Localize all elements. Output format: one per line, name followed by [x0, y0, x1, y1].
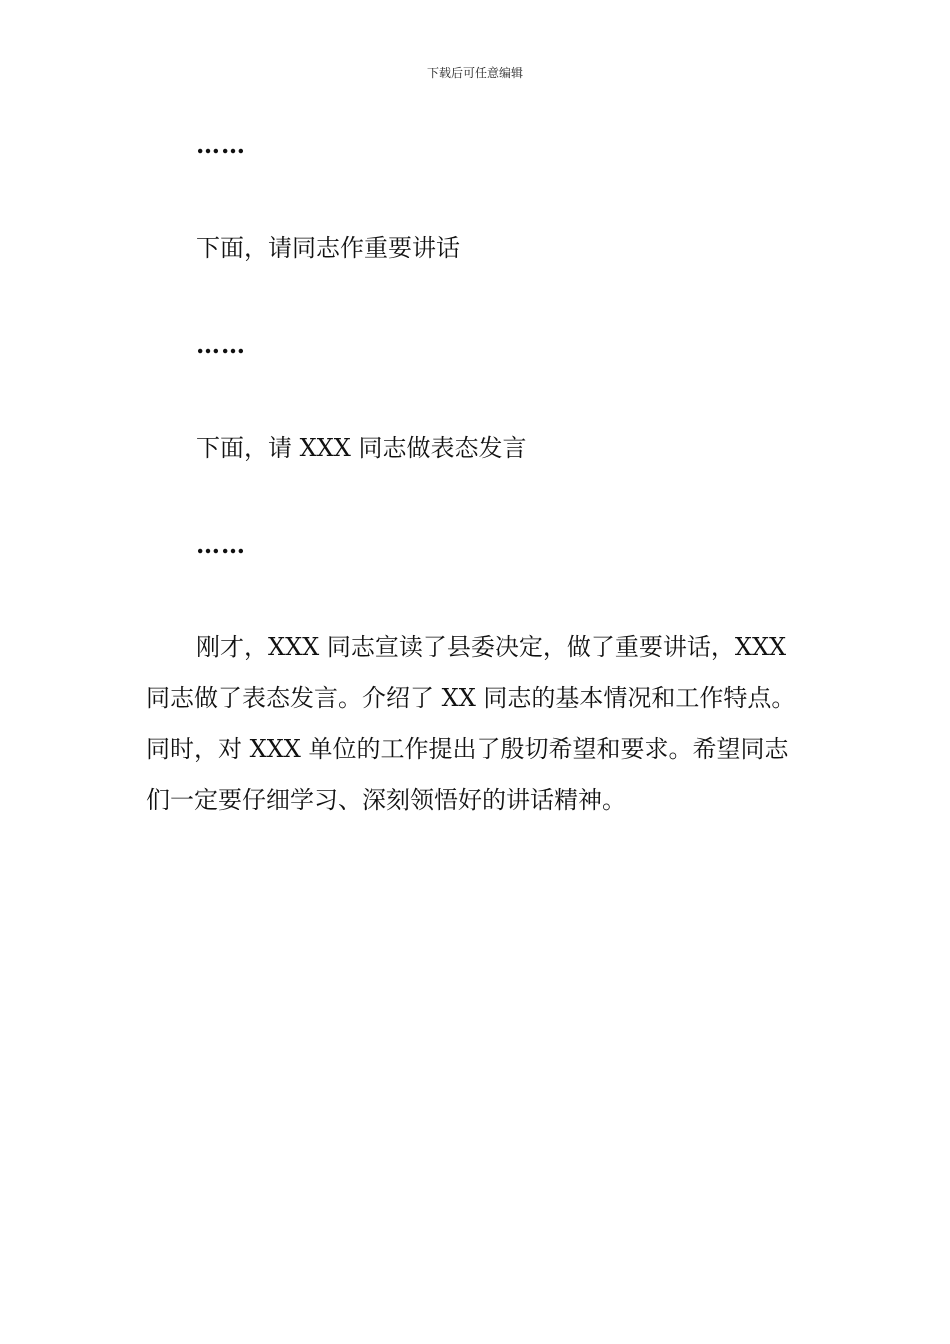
ellipsis-line-2: ……	[196, 330, 246, 359]
statement-intro-line: 下面，请 XXX 同志做表态发言	[196, 434, 527, 462]
paragraph-line-1: 刚才，XXX 同志宣读了县委决定，做了重要讲话，XXX	[196, 633, 787, 661]
paragraph-line-3: 同时，对 XXX 单位的工作提出了殷切希望和要求。希望同志	[146, 735, 789, 763]
page-header-note: 下载后可任意编辑	[426, 66, 523, 80]
paragraph-line-2: 同志做了表态发言。介绍了 XX 同志的基本情况和工作特点。	[146, 684, 796, 712]
summary-paragraph	[146, 630, 810, 834]
paragraph-line-4: 们一定要仔细学习、深刻领悟好的讲话精神。	[146, 786, 626, 814]
ellipsis-line-1: ……	[196, 130, 246, 159]
ellipsis-line-3: ……	[196, 530, 246, 559]
speech-intro-line: 下面，请同志作重要讲话	[196, 234, 460, 262]
